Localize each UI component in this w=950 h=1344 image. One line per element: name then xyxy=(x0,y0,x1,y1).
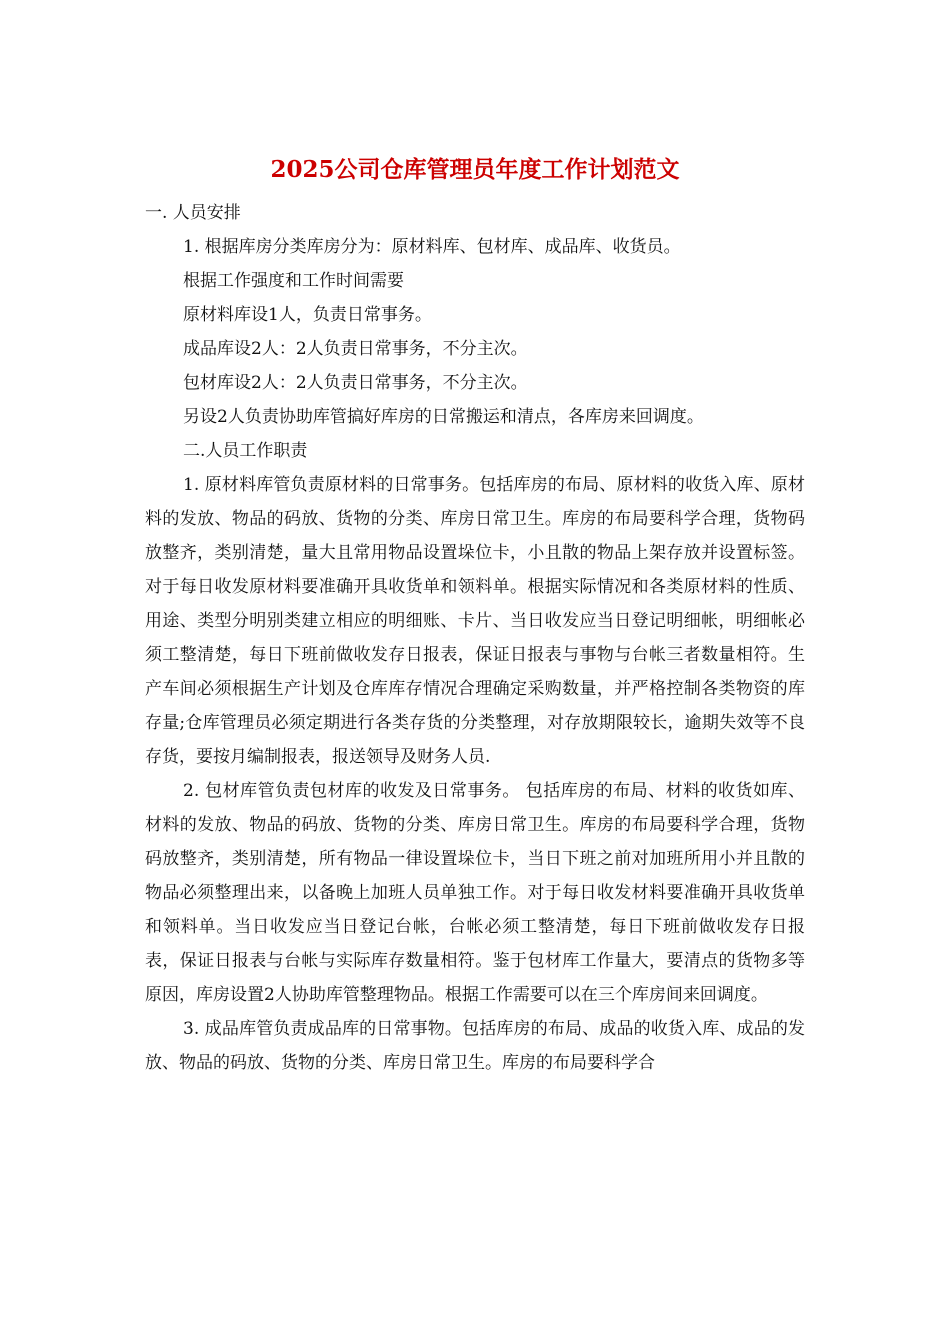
staffing-line-3: 原材料库设1人，负责日常事务。 xyxy=(183,305,432,325)
staffing-line-5: 包材库设2人：2人负责日常事务，不分主次。 xyxy=(183,373,528,393)
duties-paragraph-1: 1. 原材料库管负责原材料的日常事务。包括库房的布局、原材料的收货入库、原材料的发放、物品的码放、货物的分类、库房日常卫生。库房的布局要科学合理，货物码放整齐，类别清楚，量大且常用物品设置垛位卡，小且散的物品上架存放并设置标签。对于每日收发原材料要准确开具收货单和领料单。根据实际情况和各类原材料的性质、用途、类型分明别类建立相应的明细账、卡片、当日收发应当日登记明细帐，明细帐必须工整清楚，每日下班前做收发存日报表，保证日报表与事物与台帐三者数量相符。生产车间必须根据生产计划及仓库库存情况合理确定采购数量，并严格控制各类物资的库存量;仓库管理员必须定期进行各类存货的分类整理，对存放期限较长，逾期失效等不良存货，要按月编制报表，报送领导及财务人员. xyxy=(145,475,805,767)
staffing-line-6: 另设2人负责协助库管搞好库房的日常搬运和清点，各库房来回调度。 xyxy=(183,407,704,427)
duties-paragraph-2: 2. 包材库管负责包材库的收发及日常事务。 包括库房的布局、材料的收货如库、材料的发放、物品的码放、货物的分类、库房日常卫生。库房的布局要科学合理，货物码放整齐，类别清楚，所有物品一律设置垛位卡，当日下班之前对加班所用小并且散的物品必须整理出来，以备晚上加班人员单独工作。对于每日收发材料要准确开具收货单和领料单。当日收发应当日登记台帐，台帐必须工整清楚，每日下班前做收发存日报表，保证日报表与台帐与实际库存数量相符。鉴于包材库工作量大，要清点的货物多等原因，库房设置2人协助库管整理物品。根据工作需要可以在三个库房间来回调度。 xyxy=(145,781,805,1005)
document-title: 2025公司仓库管理员年度工作计划范文 xyxy=(270,156,680,183)
staffing-line-2: 根据工作强度和工作时间需要 xyxy=(183,271,404,291)
document-body xyxy=(145,196,805,1080)
staffing-line-4: 成品库设2人：2人负责日常事务，不分主次。 xyxy=(183,339,528,359)
duties-paragraph-3: 3. 成品库管负责成品库的日常事物。包括库房的布局、成品的收货入库、成品的发放、物品的码放、货物的分类、库房日常卫生。库房的布局要科学合 xyxy=(145,1019,805,1073)
staffing-item-1: 1. 根据库房分类库房分为：原材料库、包材库、成品库、收货员。 xyxy=(183,237,681,257)
section-heading-duties: 二.人员工作职责 xyxy=(183,441,308,461)
section-heading-staffing: 一. 人员安排 xyxy=(145,203,241,223)
